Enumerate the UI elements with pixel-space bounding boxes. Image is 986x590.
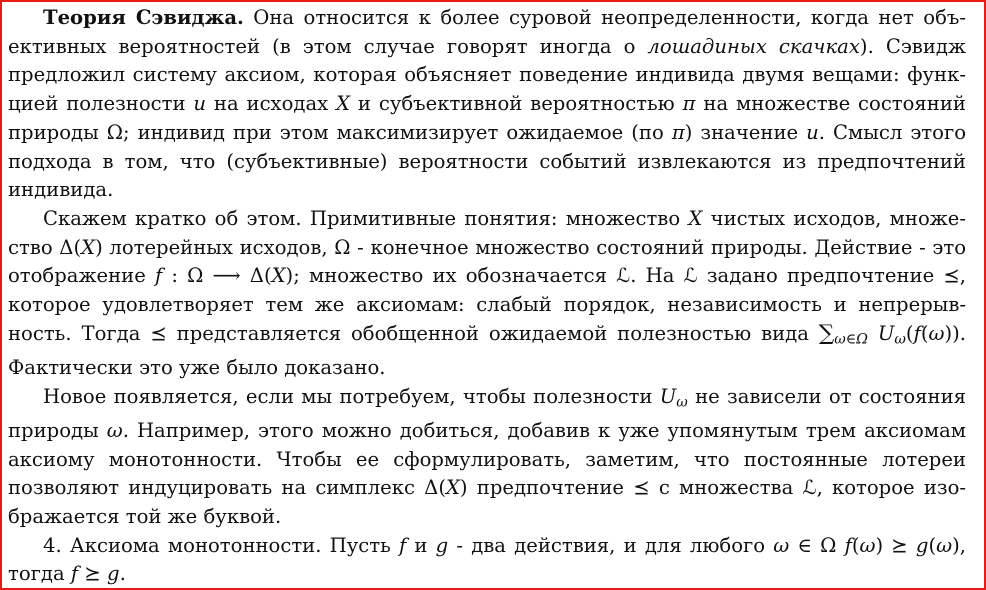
text-run: ) лотерейных исходов, Ω - конечное множество состояний природы. Действие - это отображение [8, 235, 966, 288]
text-run: ∑ [818, 320, 835, 346]
text-run: 4. Аксиома монотонности. Пусть [43, 533, 399, 557]
text-run: )). Фактически это уже было доказано. [8, 321, 966, 379]
text-run: g [435, 533, 449, 557]
text-run: ) значение [684, 120, 807, 144]
text-run: ∈ Ω [789, 533, 845, 557]
text-run: X [336, 92, 351, 116]
text-run: X [688, 206, 703, 230]
paragraph-2 [8, 205, 966, 383]
text-run: и [406, 533, 436, 557]
text-run: u [806, 120, 819, 144]
text-run: на множестве состояний природы Ω; индивид при этом максимизирует ожидаемое (по [8, 92, 966, 144]
text-run: ( [920, 321, 929, 345]
text-run: не зависели от состояния природы [8, 384, 966, 442]
text-run: чистых исходов, множество Δ( [8, 206, 966, 259]
text-run: Новое появляется, если мы потребуем, чтобы полезности [43, 384, 660, 408]
text-run: u [193, 92, 207, 116]
text-run: X [81, 235, 96, 259]
text-run: π [682, 92, 696, 116]
text-run: ω [936, 533, 953, 557]
text-run: ω [928, 321, 945, 345]
text-run: f [844, 533, 852, 557]
text-run: и субъективной вероятностью [350, 92, 683, 116]
text-run: . Например, этого можно добиться, добавив к уже упомянутым трем аксиомам аксиому монотонности. Чтобы ее сформулировать, заметим, что постоянные лотереи позволяют индуцировать на симплекс Δ( [8, 418, 966, 500]
text-run [868, 322, 878, 345]
text-run: ) предпочтение ⪯ с множества ℒ, которое изображается той же буквой. [8, 476, 966, 528]
text-run: f [398, 533, 407, 557]
text-run: Она относится к более суровой неопределенности, когда нет объективных вероятностей (в этом случае говорят иногда о [8, 6, 966, 58]
text-run: ( [905, 321, 914, 345]
text-run: X [271, 264, 286, 288]
text-run: ). Сэвидж предложил систему аксиом, которая объясняет поведение индивида двумя вещами: функцией полезности [8, 34, 966, 116]
text-run: ( [851, 533, 860, 557]
text-run: g [107, 562, 120, 586]
text-run: : Ω ⟶ Δ( [162, 264, 272, 288]
text-run: g [915, 533, 929, 557]
paragraph-4 [8, 532, 966, 589]
text-run: f [70, 562, 79, 586]
paragraph-3 [8, 383, 966, 532]
text-run: - два действия, и для любого [448, 533, 774, 557]
text-run: ω [773, 533, 790, 557]
text-run: Теория Сэвиджа. [43, 6, 244, 29]
text-run: ω∈Ω [834, 331, 868, 348]
text-run: . Смысл этого подхода в том, что (субъективные) вероятности событий извлекаются из предпочтений индивида. [8, 120, 967, 202]
text-run: ω [894, 331, 906, 348]
text-run: Скажем кратко об этом. Примитивные понятия: множество [43, 206, 689, 230]
text-run: на исходах [206, 92, 337, 116]
text-run: ); множество их обозначается ℒ. На ℒ задано предпочтение ⪯, которое удовлетворяет тем же аксиомам: слабый порядок, независимость и непрерывность. Тогда ⪯ представляется обобщенной ожидаемой полезностью вида [8, 264, 966, 345]
text-run: ω [859, 533, 876, 557]
text-run: лошадиных скачках [647, 34, 860, 58]
text-run: ) ⪰ [875, 533, 916, 557]
text-run: . [119, 562, 126, 586]
document-body [8, 4, 966, 589]
paragraph-1 [8, 4, 966, 205]
text-run: U [877, 321, 895, 345]
text-run: π [671, 120, 685, 144]
text-run: f [154, 264, 163, 288]
text-run: U [659, 384, 677, 408]
text-run: ω [676, 394, 688, 411]
text-run: ⪰ [78, 562, 108, 586]
text-run: ( [928, 533, 937, 557]
text-run: ω [106, 418, 123, 442]
text-run: f [913, 321, 921, 345]
text-run: X [445, 476, 460, 500]
text-run: ), тогда [8, 533, 966, 586]
